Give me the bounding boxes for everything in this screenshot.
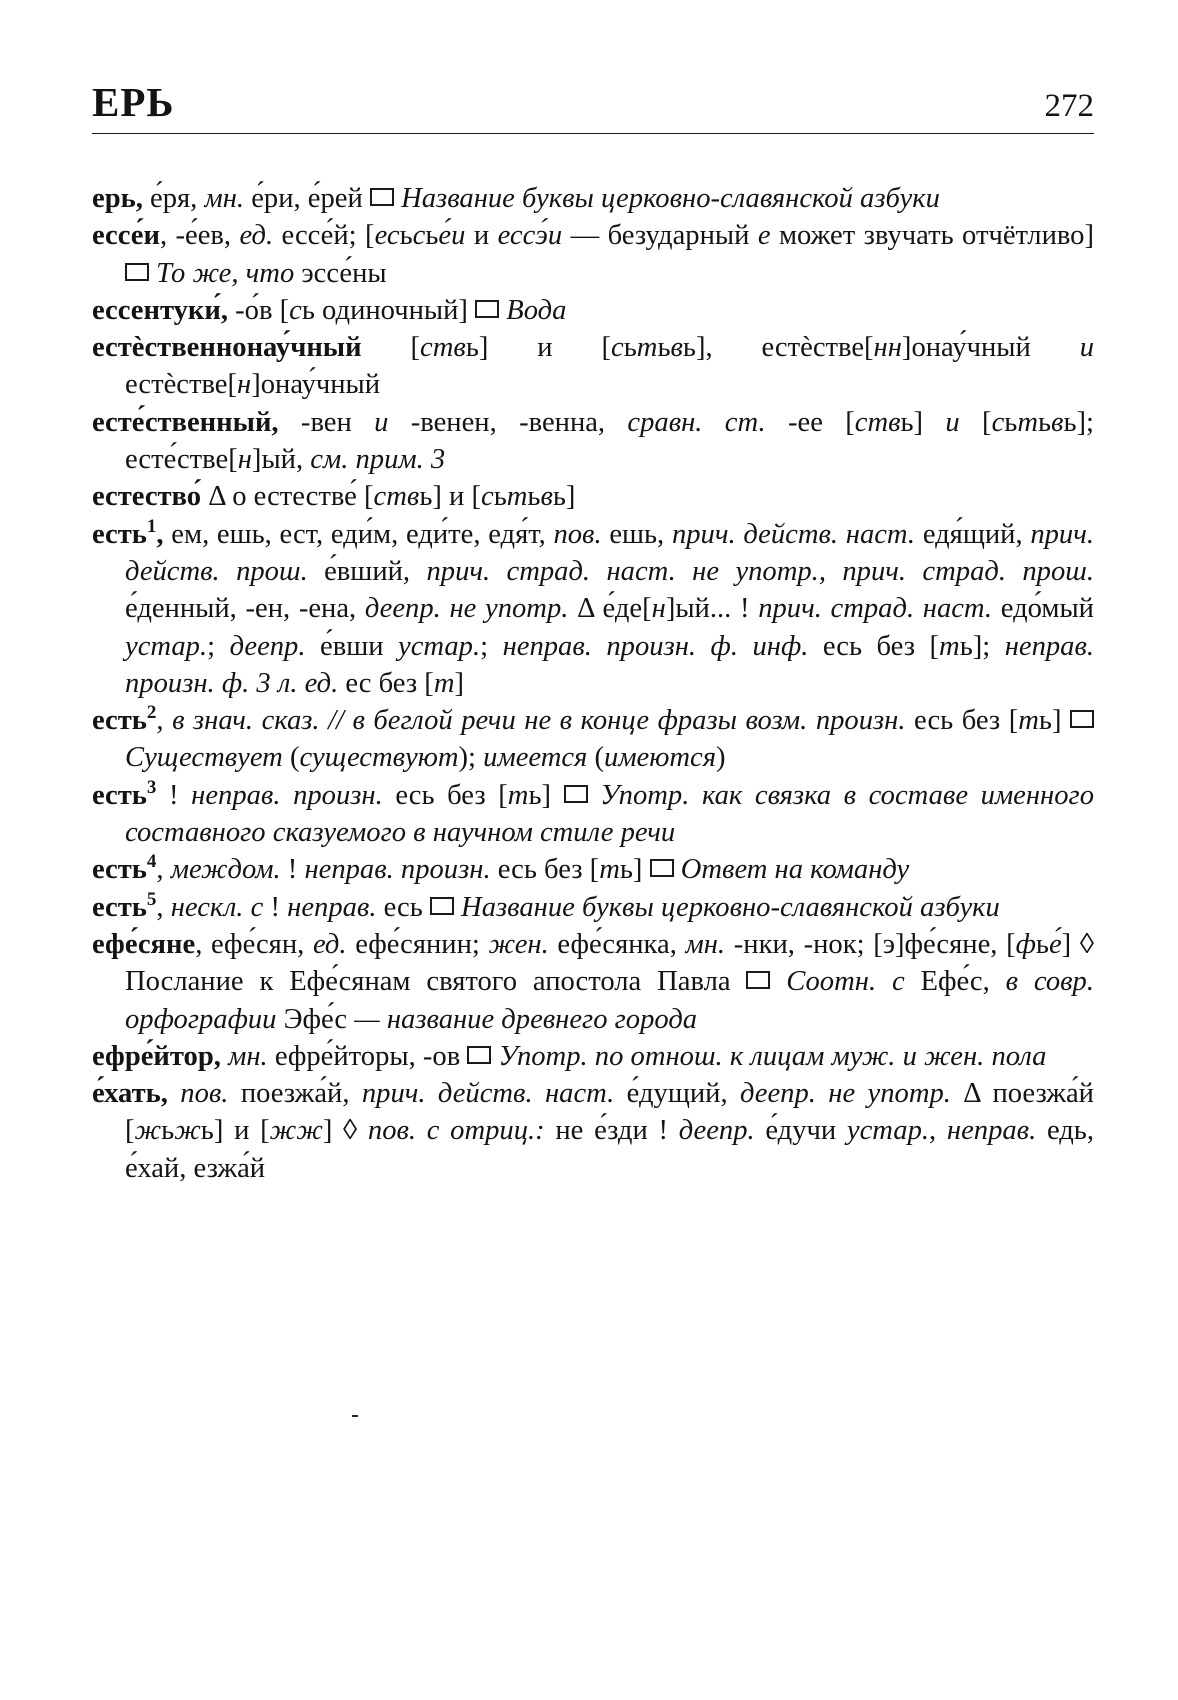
italic-note: прич. действ. наст. bbox=[361, 1078, 615, 1110]
italic-note: е́и bbox=[438, 220, 466, 252]
headword: есть bbox=[92, 518, 147, 550]
entry-text: может звучать отчётливо] bbox=[770, 220, 1094, 252]
italic-note: ств bbox=[373, 481, 420, 513]
italic-note: неправ. bbox=[946, 1115, 1037, 1147]
italic-note: неправ. произн. ф. инф. bbox=[502, 630, 809, 662]
entry-text: есь без [ bbox=[382, 779, 508, 811]
italic-note: ед. bbox=[312, 928, 347, 960]
italic-note: Вода bbox=[499, 294, 567, 326]
homonym-number: 4 bbox=[146, 851, 157, 873]
entry-text: ] bbox=[454, 667, 464, 699]
homonym-number: 5 bbox=[146, 888, 157, 910]
italic-note: ессэ́и bbox=[497, 220, 563, 252]
italic-note: и bbox=[1079, 332, 1094, 364]
entry-text: ь bbox=[1035, 928, 1049, 960]
entry-text: ; bbox=[207, 630, 230, 662]
box-icon bbox=[467, 1046, 491, 1064]
italic-note: в знач. сказ. // в беглой речи не в конце фразы возм. произн. bbox=[172, 705, 906, 737]
entry-estestvennonauchny bbox=[92, 329, 1094, 404]
entry-text: ем, ешь, ест, еди́м, еди́те, едя́т, bbox=[163, 518, 554, 550]
entry-est1 bbox=[92, 516, 1094, 702]
italic-note: мн. bbox=[204, 183, 245, 214]
box-icon bbox=[475, 300, 499, 318]
entry-text: естѐстве[ bbox=[125, 369, 238, 401]
italic-note: Соотн. с bbox=[770, 966, 905, 998]
italic-note: и bbox=[374, 406, 389, 438]
italic-note: ед. bbox=[239, 220, 274, 252]
italic-note: неправ. произн. bbox=[191, 779, 383, 811]
entry-text: -о́в [ bbox=[228, 294, 290, 326]
headword: есте́ственный, bbox=[92, 406, 279, 438]
headword: ефе́сяне bbox=[92, 928, 196, 960]
entry-text: ессе́й; [ bbox=[273, 220, 375, 252]
box-icon bbox=[1070, 710, 1094, 728]
box-icon bbox=[650, 859, 674, 877]
box-icon bbox=[370, 188, 394, 206]
entry-estestvo bbox=[92, 478, 1094, 515]
entry-text: ь] и [ bbox=[200, 1115, 270, 1147]
entry-text: ) bbox=[716, 742, 726, 774]
entry-text: эссе́ны bbox=[294, 257, 387, 289]
entry-text: ь] bbox=[619, 854, 650, 886]
entry-text: ь] и [ bbox=[419, 481, 481, 513]
entry-text: ] ◊ bbox=[322, 1115, 368, 1147]
italic-note: мн. bbox=[228, 1040, 268, 1072]
entry-text: есь без [ bbox=[808, 630, 940, 662]
entry-text: Δ е́де[ bbox=[568, 593, 652, 625]
entry-text: , bbox=[929, 1115, 947, 1147]
entry-text: ь]; есте́стве[ bbox=[125, 406, 1094, 476]
italic-note: жж bbox=[269, 1115, 323, 1147]
entry-text: есь bbox=[376, 891, 430, 923]
italic-note: прич. действ. наст. bbox=[671, 518, 916, 550]
italic-note: т bbox=[507, 779, 529, 811]
italic-note: н bbox=[237, 444, 252, 476]
entry-est2 bbox=[92, 702, 1094, 777]
entry-est4 bbox=[92, 851, 1094, 888]
entry-est3 bbox=[92, 777, 1094, 852]
italic-note: деепр. не употр. bbox=[364, 593, 569, 625]
entry-text: ь bbox=[1004, 406, 1018, 438]
entry-text: -нки, -нок; [э]фе́сяне, [ bbox=[725, 928, 1016, 960]
italic-note: ж bbox=[174, 1115, 201, 1147]
entry-text: е́дущий, bbox=[614, 1078, 740, 1110]
entry-text: ь] bbox=[528, 779, 564, 811]
italic-note: нн bbox=[873, 332, 902, 364]
entry-text: ефе́сянин; bbox=[346, 928, 489, 960]
entry-text: ефе́сянка, bbox=[548, 928, 686, 960]
italic-note: неправ. произн. ф. 3 л. ед. bbox=[125, 630, 1095, 699]
entry-text: ь] bbox=[1038, 705, 1071, 737]
italic-note: устар. bbox=[398, 630, 481, 662]
entry-text: ь одиночный] bbox=[301, 294, 476, 326]
headword: ессентуки́, bbox=[92, 294, 229, 326]
entry-text: е́ри, е́рей bbox=[244, 183, 370, 214]
italic-note: и bbox=[945, 406, 960, 438]
entry-text: Эфе́с bbox=[276, 1003, 355, 1035]
italic-note: н bbox=[237, 369, 252, 401]
italic-note: деепр. bbox=[229, 630, 306, 662]
entry-text: ь bbox=[493, 481, 507, 513]
italic-note: прич. страд. наст. не употр., прич. страд. прош. bbox=[426, 555, 1094, 587]
entry-text: ( bbox=[282, 742, 300, 774]
entry-text: не е́зди ! bbox=[544, 1115, 679, 1147]
headword: , bbox=[156, 518, 164, 550]
entry-text: ! bbox=[156, 779, 192, 811]
entry-text: -венен, -венна, bbox=[388, 406, 628, 438]
entry-text: , bbox=[156, 854, 171, 886]
italic-note: в bbox=[1051, 406, 1064, 438]
italic-note: Употр. как связка в составе именного составного сказуемого в научном стиле речи bbox=[125, 779, 1094, 849]
homonym-number: 2 bbox=[146, 702, 157, 724]
entry-text: ь bbox=[623, 332, 637, 364]
entry-text: ( bbox=[587, 742, 605, 774]
italic-note: в bbox=[670, 332, 683, 364]
entry-text: ! bbox=[280, 854, 305, 886]
italic-note: жен. bbox=[488, 928, 549, 960]
entry-er bbox=[92, 180, 1094, 217]
italic-note: т bbox=[636, 332, 658, 364]
italic-note: с bbox=[991, 406, 1005, 438]
italic-note: с bbox=[289, 294, 302, 326]
entry-text: и bbox=[465, 220, 498, 252]
entry-text: ес без [ bbox=[338, 667, 434, 699]
entry-text: ь]; bbox=[959, 630, 1005, 662]
homonym-number: 1 bbox=[146, 515, 157, 537]
entry-text: -ее [ bbox=[765, 406, 855, 438]
entry-efesyane bbox=[92, 926, 1094, 1038]
italic-note: пов. bbox=[180, 1078, 229, 1110]
page-number: 272 bbox=[1044, 88, 1094, 124]
italic-note: ж bbox=[134, 1115, 162, 1147]
box-icon bbox=[430, 897, 454, 915]
entry-text: ешь, bbox=[601, 518, 672, 550]
entry-text: поезжа́й, bbox=[228, 1078, 362, 1110]
entry-text bbox=[221, 1041, 228, 1072]
entry-ekhat bbox=[92, 1075, 1094, 1187]
entry-efreitor bbox=[92, 1038, 1094, 1075]
italic-note: см. прим. 3 bbox=[310, 444, 446, 476]
headword: ерь, bbox=[92, 183, 143, 214]
entry-list bbox=[92, 180, 1094, 1187]
entry-text bbox=[168, 1078, 180, 1109]
box-icon bbox=[746, 971, 770, 989]
entry-text: е́вший, bbox=[307, 555, 427, 587]
headword: естѐственнонау́чный bbox=[92, 332, 362, 364]
italic-note: деепр. не употр. bbox=[739, 1078, 951, 1110]
homonym-number: 3 bbox=[146, 776, 157, 798]
italic-note: Название буквы церковно-славянской азбуки bbox=[453, 891, 1000, 923]
entry-text: , bbox=[156, 891, 171, 923]
entry-text: ь bbox=[425, 220, 439, 252]
headword: ессе́и bbox=[92, 220, 160, 252]
italic-note: т bbox=[599, 854, 620, 886]
entry-est5 bbox=[92, 889, 1094, 926]
italic-note: т bbox=[1018, 705, 1039, 737]
italic-note: т bbox=[939, 630, 960, 662]
headword: ефре́йтор, bbox=[92, 1040, 221, 1072]
italic-note: Название буквы церковно-славянской азбуки bbox=[393, 183, 940, 214]
italic-note: ес bbox=[374, 220, 400, 252]
italic-note: е bbox=[757, 220, 771, 252]
italic-note: е́ bbox=[1048, 928, 1062, 960]
italic-note: нескл. с bbox=[170, 891, 264, 923]
box-icon bbox=[564, 785, 588, 803]
entry-text: ь] bbox=[552, 481, 576, 513]
headword: есть bbox=[92, 779, 147, 811]
entry-text: ь], естѐстве[ bbox=[682, 332, 874, 364]
italic-note: сравн. ст. bbox=[627, 406, 766, 438]
entry-text: есь без [ bbox=[905, 705, 1019, 737]
headword: есть bbox=[92, 705, 147, 737]
entry-text: едо́мый bbox=[992, 593, 1094, 625]
entry-text: ь] и [ bbox=[465, 332, 612, 364]
italic-note: н bbox=[651, 593, 666, 625]
entry-text: ; bbox=[480, 630, 503, 662]
entry-text: ]ый, bbox=[251, 444, 311, 476]
entry-text: е́дучи bbox=[754, 1115, 847, 1147]
entry-essentuki bbox=[92, 292, 1094, 329]
italic-note: мн. bbox=[685, 928, 726, 960]
entry-text: ] ◊ Послание к Ефе́сянам святого апостола Павла bbox=[125, 928, 1094, 998]
entry-text: ь bbox=[161, 1115, 175, 1147]
italic-note: междом. bbox=[170, 854, 281, 886]
italic-note: т bbox=[433, 667, 455, 699]
italic-note: имеется bbox=[483, 742, 588, 774]
entry-text: ]онау́чный bbox=[901, 332, 1080, 364]
entry-text: [ bbox=[959, 406, 992, 438]
entry-text: , bbox=[156, 705, 173, 737]
entry-text: е́ря, bbox=[142, 183, 205, 214]
entry-text: ь bbox=[527, 481, 541, 513]
entry-text: ь bbox=[657, 332, 671, 364]
entry-text: е́вши bbox=[305, 630, 398, 662]
entry-text: едь, е́хай, езжа́й bbox=[125, 1115, 1094, 1184]
entry-essei bbox=[92, 217, 1094, 292]
italic-note: Существует bbox=[125, 742, 283, 774]
headword: естество́ bbox=[92, 481, 202, 513]
italic-note: с bbox=[412, 220, 426, 252]
italic-note: пов. bbox=[553, 518, 602, 550]
italic-note: — название древнего города bbox=[354, 1003, 698, 1035]
italic-note: деепр. bbox=[678, 1115, 755, 1147]
entry-text: есь без [ bbox=[490, 854, 600, 886]
entry-text: , ефе́сян, bbox=[195, 928, 313, 960]
entry-text: Δ о естестве́ [ bbox=[201, 481, 374, 513]
italic-note: пов. с отриц.: bbox=[367, 1115, 545, 1147]
running-head-word: ЕРЬ bbox=[92, 79, 175, 125]
italic-note: Ответ на команду bbox=[673, 854, 910, 886]
italic-note: неправ. произн. bbox=[304, 854, 491, 886]
entry-text: -вен bbox=[278, 406, 375, 438]
italic-note: в bbox=[540, 481, 553, 513]
entry-text: ь bbox=[1038, 406, 1052, 438]
italic-note: прич. действ. прош. bbox=[125, 518, 1095, 587]
entry-text: Δ поезжа́й [ bbox=[125, 1078, 1094, 1147]
entry-text: ]онау́чный bbox=[251, 369, 381, 401]
italic-note: ф bbox=[1015, 928, 1036, 960]
entry-text: ь bbox=[399, 220, 413, 252]
italic-note: существуют bbox=[299, 742, 459, 774]
italic-note: с bbox=[481, 481, 494, 513]
entry-text: ]ый... ! bbox=[665, 593, 759, 625]
italic-note: То же, что bbox=[149, 257, 295, 289]
entry-text: [ bbox=[361, 332, 421, 364]
italic-note: ств bbox=[854, 406, 901, 438]
entry-text: ь] bbox=[900, 406, 946, 438]
italic-note: имеются bbox=[604, 742, 717, 774]
entry-text: едя́щий, bbox=[915, 518, 1031, 550]
italic-note: с bbox=[611, 332, 624, 364]
italic-note: в совр. орфографии bbox=[125, 966, 1094, 1035]
italic-note: прич. страд. наст. bbox=[758, 593, 993, 625]
box-icon bbox=[125, 263, 149, 281]
italic-note: т bbox=[1017, 406, 1038, 438]
entry-text: , -е́ев, bbox=[159, 220, 240, 252]
entry-estestvenny bbox=[92, 404, 1094, 479]
italic-note: ств bbox=[420, 332, 466, 364]
stray-mark bbox=[352, 1415, 358, 1417]
entry-text: е́денный, -ен, -ена, bbox=[125, 593, 365, 625]
entry-text: ефре́йторы, -ов bbox=[267, 1040, 468, 1072]
italic-note: т bbox=[506, 481, 528, 513]
running-head bbox=[92, 79, 1094, 134]
headword: есть bbox=[92, 854, 147, 886]
entry-text: ); bbox=[458, 742, 484, 774]
entry-text: Ефе́с, bbox=[904, 966, 1006, 998]
headword: е́хать, bbox=[92, 1078, 168, 1110]
entry-text: — безударный bbox=[562, 220, 758, 252]
italic-note: Употр. по отнош. к лицам муж. и жен. пола bbox=[491, 1040, 1047, 1072]
headword: есть bbox=[92, 891, 147, 923]
italic-note: устар. bbox=[125, 630, 208, 662]
italic-note: устар. bbox=[846, 1115, 930, 1147]
entry-text: ! bbox=[263, 891, 288, 923]
italic-note: неправ. bbox=[287, 891, 377, 923]
